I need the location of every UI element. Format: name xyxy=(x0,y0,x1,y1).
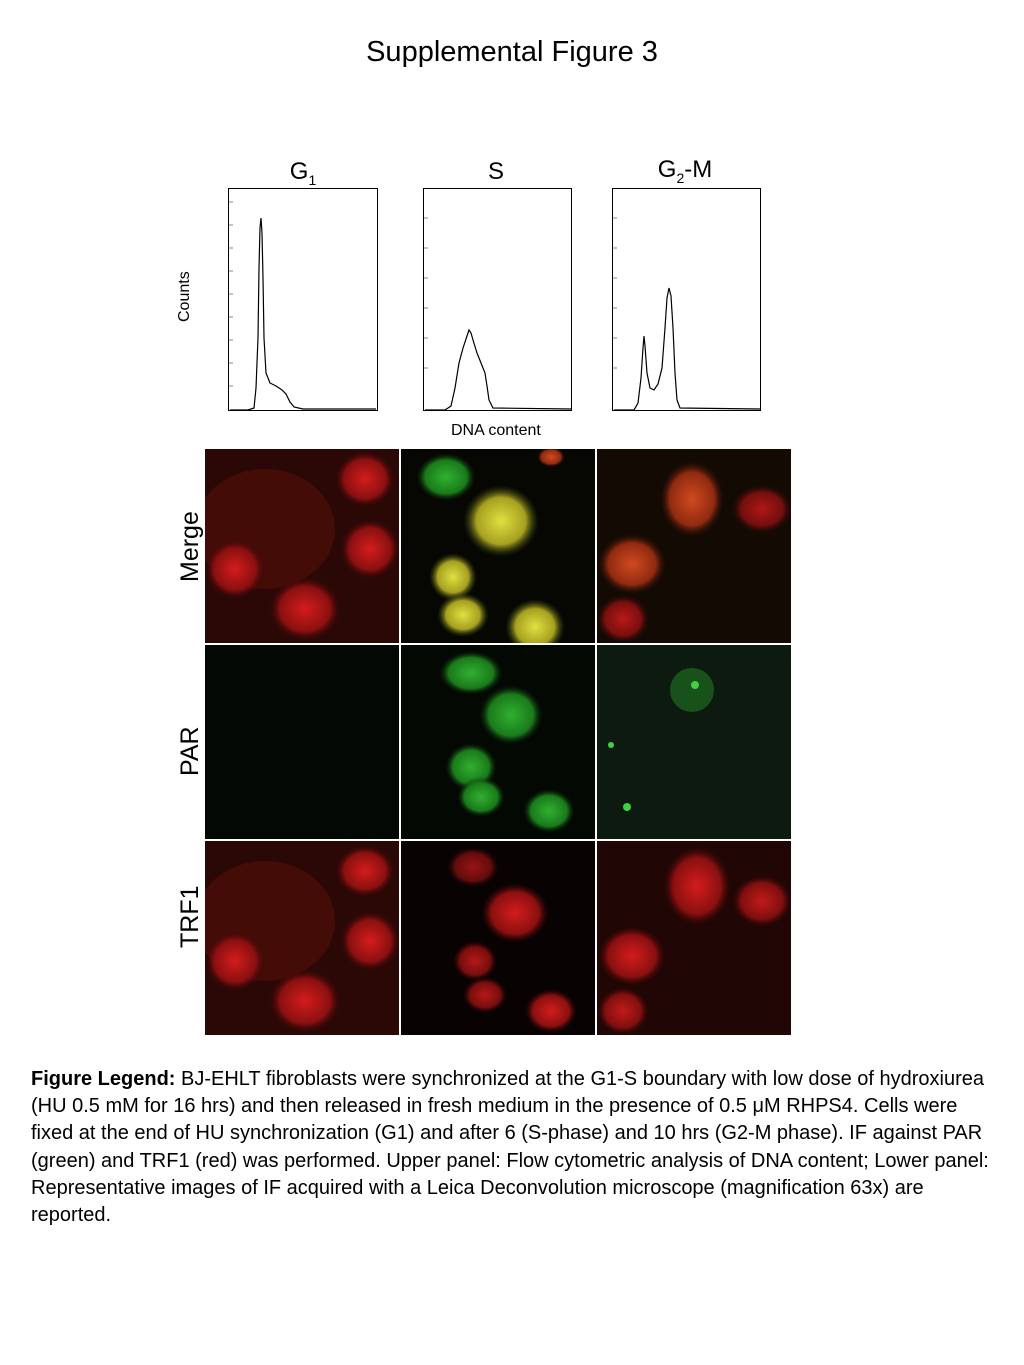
image-trf1-g1 xyxy=(205,841,399,1035)
column-label-g1: $G_1$ xyxy=(289,158,317,188)
column-label-g2m: $G_2-M$ xyxy=(657,156,713,186)
column-label-s: S xyxy=(487,158,504,185)
image-merge-s xyxy=(401,449,595,643)
image-trf1-s xyxy=(401,841,595,1035)
figure-title: Supplemental Figure 3 xyxy=(366,36,658,68)
image-merge-g1 xyxy=(205,449,399,643)
histogram-s xyxy=(423,188,573,414)
row-label-par: PAR xyxy=(176,726,204,776)
histogram-g2m xyxy=(612,188,762,414)
image-par-s xyxy=(401,645,595,839)
histogram-g1 xyxy=(228,188,378,414)
row-label-merge: Merge xyxy=(176,511,204,582)
y-axis-label: Counts xyxy=(176,271,193,322)
image-trf1-g2m xyxy=(597,841,791,1035)
x-axis-label: DNA content xyxy=(451,422,541,439)
image-par-g1 xyxy=(205,645,399,839)
figure-legend xyxy=(31,1066,991,1229)
image-merge-g2m xyxy=(597,449,791,643)
legend-heading: Figure Legend: xyxy=(31,1068,176,1090)
image-par-g2m xyxy=(597,645,791,839)
microscopy-grid xyxy=(205,449,790,1034)
row-label-trf1: TRF1 xyxy=(176,885,204,948)
legend-text: BJ-EHLT fibroblasts were synchronized at the G1-S boundary with low dose of hydroxiurea (HU 0.5 mM for 16 hrs) and then released in fresh medium in the presence of 0.5 μM RHPS4. Cells were fixed at the end of HU synchronization (G1) and after 6 (S-phase) and 10 hrs (G2-M phase). IF against PAR (green) and TRF1 (red) was performed. Upper panel: Flow cytometric analysis of DNA content; Lower panel: Representative images of IF acquired with a Leica Deconvolution microscope (magnification 63x) are reported. xyxy=(31,1068,989,1227)
